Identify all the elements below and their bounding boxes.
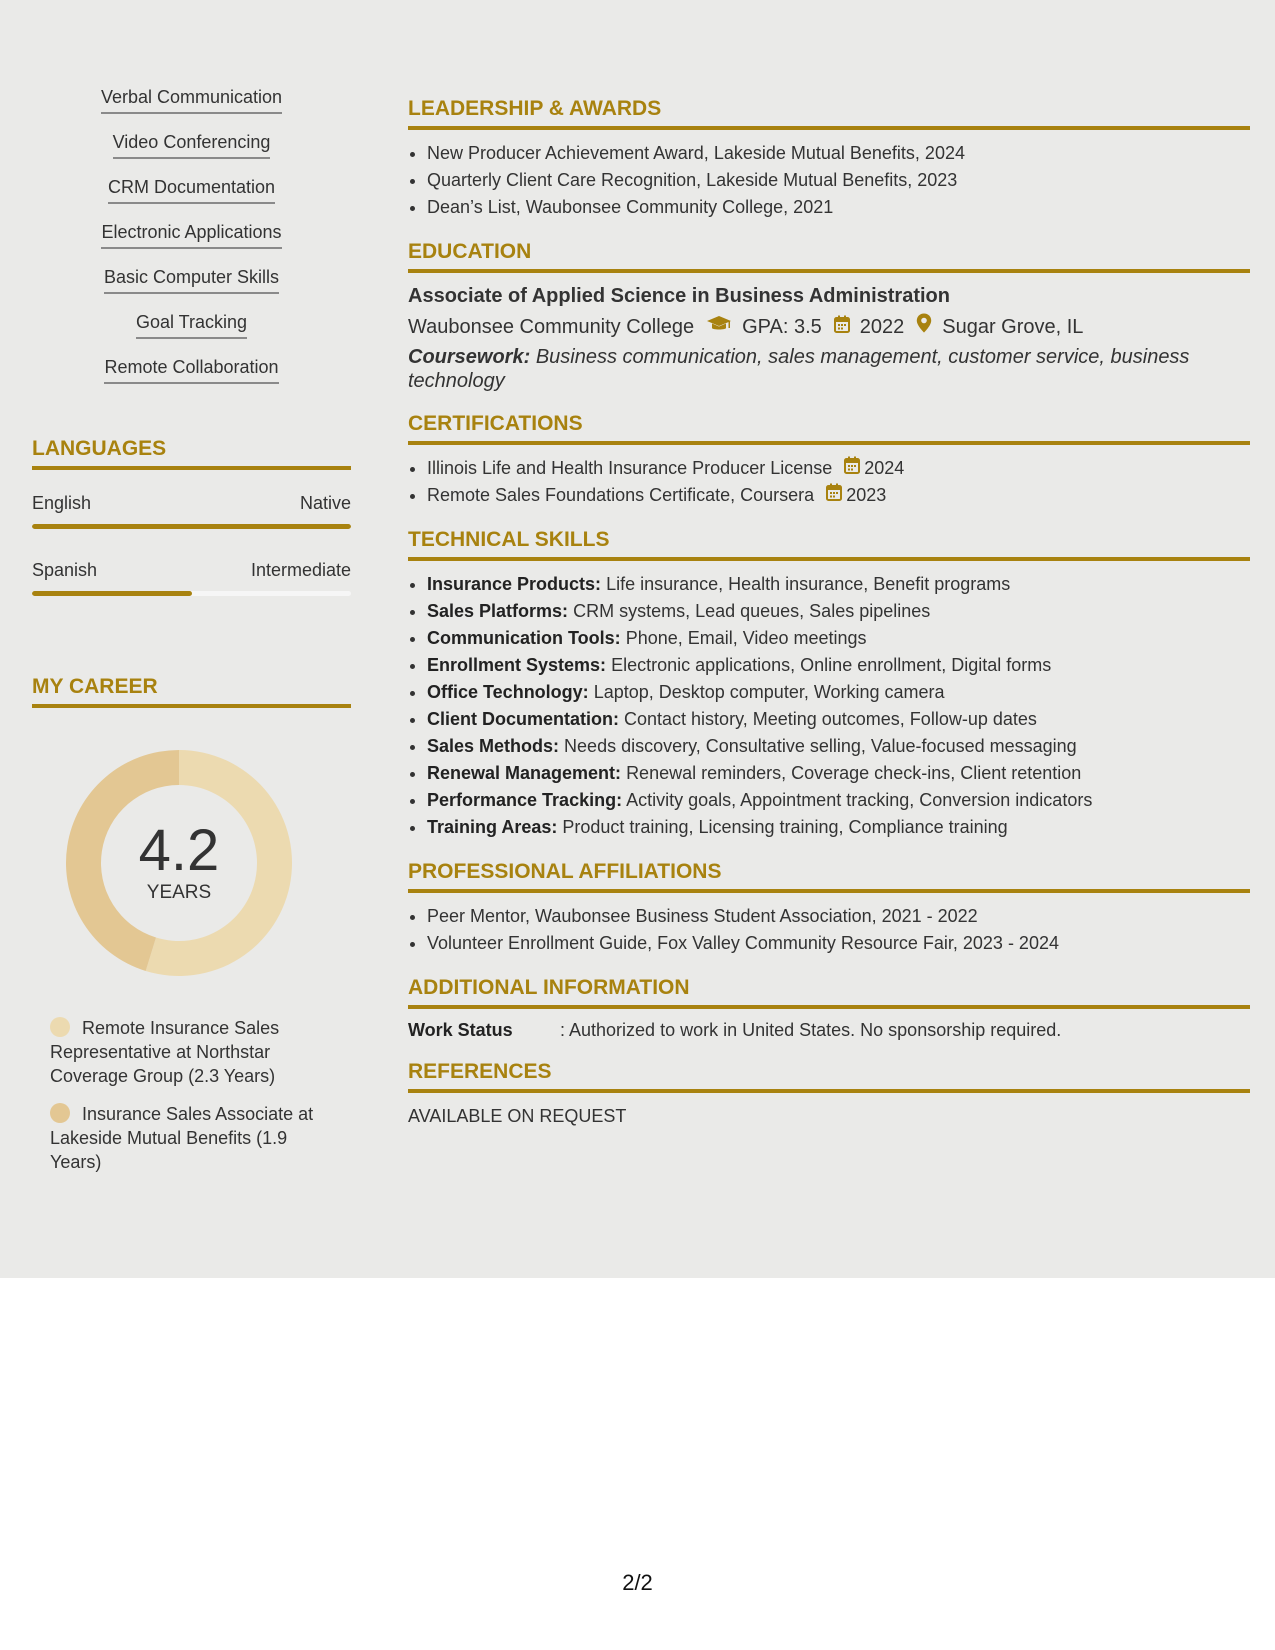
- calendar-icon: [834, 313, 850, 341]
- info-value: : Authorized to work in United States. No sponsorship required.: [560, 1020, 1062, 1040]
- career-total-label: YEARS: [146, 882, 212, 903]
- affiliations-section: [408, 859, 1250, 957]
- certification: [427, 482, 1250, 509]
- skill-tag: Basic Computer Skills: [104, 266, 279, 294]
- skill-category: Client Documentation:: [427, 709, 619, 729]
- soft-skills-list: [32, 86, 351, 401]
- skill-item: [32, 86, 351, 131]
- skill-item: [32, 131, 351, 176]
- graduation-cap-icon: [706, 313, 732, 341]
- career-total-value: 4.2: [138, 818, 220, 883]
- career-donut-chart: [66, 750, 292, 976]
- skill-values: CRM systems, Lead queues, Sales pipelines: [573, 601, 931, 621]
- career-legend-label: Remote Insurance Sales Representative at Northstar Coverage Group (2.3 Years): [50, 1018, 280, 1086]
- skill-category: Sales Methods:: [427, 736, 560, 756]
- career-title: MY CAREER: [32, 674, 351, 708]
- skill-tag: CRM Documentation: [108, 176, 275, 204]
- language-bar: [32, 524, 351, 529]
- calendar-icon: [844, 455, 860, 482]
- skill-item: [32, 221, 351, 266]
- leadership-section: [408, 96, 1250, 221]
- list-item: [427, 598, 1250, 625]
- skill-tag: Remote Collaboration: [104, 356, 278, 384]
- certification: [427, 455, 1250, 482]
- technical-skills-title: TECHNICAL SKILLS: [408, 527, 1250, 561]
- certification-year: 2024: [864, 458, 905, 478]
- leadership-list: [408, 140, 1250, 221]
- list-item: • Quarterly Client Care Recognition, Lakeside Mutual Benefits, 2023: [427, 167, 1250, 194]
- skill-values: Laptop, Desktop computer, Working camera: [593, 682, 945, 702]
- skill-values: Contact history, Meeting outcomes, Follow-up dates: [624, 709, 1037, 729]
- skill-category: Insurance Products:: [427, 574, 602, 594]
- list-item: • New Producer Achievement Award, Lakeside Mutual Benefits, 2024: [427, 140, 1250, 167]
- certifications-title: CERTIFICATIONS: [408, 411, 1250, 445]
- skill-category: Communication Tools:: [427, 628, 621, 648]
- location-pin-icon: [916, 313, 932, 341]
- school-name: Waubonsee Community College: [408, 316, 695, 338]
- skill-tag: Goal Tracking: [136, 311, 247, 339]
- additional-info-title: ADDITIONAL INFORMATION: [408, 975, 1250, 1009]
- skill-values: Electronic applications, Online enrollment, Digital forms: [611, 655, 1052, 675]
- list-item: [427, 455, 1250, 482]
- left-column: [32, 86, 351, 1188]
- leadership-title: LEADERSHIP & AWARDS: [408, 96, 1250, 130]
- skill-category: Office Technology:: [427, 682, 589, 702]
- skill-values: Phone, Email, Video meetings: [625, 628, 867, 648]
- legend-dot: [50, 1017, 70, 1037]
- right-column: [408, 96, 1250, 1145]
- list-item: [427, 625, 1250, 652]
- coursework-text: Business communication, sales management, customer service, business technology: [408, 346, 1190, 392]
- career-section: [32, 674, 351, 1174]
- list-item: [427, 760, 1250, 787]
- language-bar-fill: [32, 524, 351, 529]
- language-name: Spanish: [32, 560, 98, 580]
- skill-category: Sales Platforms:: [427, 601, 569, 621]
- technical-skills-section: [408, 527, 1250, 841]
- list-item: [427, 652, 1250, 679]
- language-row: [32, 559, 351, 581]
- affiliations-list: [408, 903, 1250, 957]
- skill-tag: Verbal Communication: [101, 86, 282, 114]
- language-name: English: [32, 493, 92, 513]
- list-item: [427, 814, 1250, 841]
- skill-tag: Video Conferencing: [113, 131, 271, 159]
- additional-info-section: [408, 975, 1250, 1041]
- education-section: [408, 239, 1250, 393]
- technical-skills-list: [408, 571, 1250, 841]
- list-item: • Peer Mentor, Waubonsee Business Student Association, 2021 - 2022: [427, 903, 1250, 930]
- certifications-section: [408, 411, 1250, 509]
- references-title: REFERENCES: [408, 1059, 1250, 1093]
- skill-item: [32, 311, 351, 356]
- skill-values: Needs discovery, Consultative selling, Value-focused messaging: [564, 736, 1077, 756]
- education-details: [408, 313, 1250, 341]
- list-item: [427, 482, 1250, 509]
- skill-tag: Electronic Applications: [101, 221, 281, 249]
- skill-values: Product training, Licensing training, Compliance training: [562, 817, 1008, 837]
- page-number: 2/2: [622, 1570, 653, 1595]
- list-item: [427, 571, 1250, 598]
- skill-values: Renewal reminders, Coverage check-ins, Client retention: [626, 763, 1082, 783]
- skill-category: Training Areas:: [427, 817, 558, 837]
- skill-item: [32, 266, 351, 311]
- degree-title: Associate of Applied Science in Business Administration: [408, 285, 950, 307]
- languages-title: LANGUAGES: [32, 436, 351, 470]
- affiliations-title: PROFESSIONAL AFFILIATIONS: [408, 859, 1250, 893]
- list-item: [427, 787, 1250, 814]
- career-legend-item: [50, 1016, 340, 1088]
- coursework-label: Coursework:: [408, 346, 531, 368]
- legend-dot: [50, 1103, 70, 1123]
- certifications-list: [408, 455, 1250, 509]
- certification-name: • Illinois Life and Health Insurance Producer License: [427, 458, 833, 478]
- certification-year: 2023: [846, 485, 887, 505]
- references-section: [408, 1059, 1250, 1127]
- skill-item: [32, 176, 351, 221]
- list-item: • Volunteer Enrollment Guide, Fox Valley Community Resource Fair, 2023 - 2024: [427, 930, 1250, 957]
- references-text: AVAILABLE ON REQUEST: [408, 1106, 627, 1126]
- language-bar: [32, 591, 351, 596]
- skill-category: Renewal Management:: [427, 763, 622, 783]
- skill-category: Performance Tracking:: [427, 790, 623, 810]
- gpa: GPA: 3.5: [742, 316, 822, 338]
- skill-item: [32, 356, 351, 401]
- career-legend-label: Insurance Sales Associate at Lakeside Mutual Benefits (1.9 Years): [50, 1104, 314, 1172]
- career-legend: [50, 1016, 340, 1174]
- list-item: [427, 679, 1250, 706]
- coursework: [408, 345, 1250, 393]
- career-legend-item: [50, 1102, 340, 1174]
- skill-values: Life insurance, Health insurance, Benefit programs: [606, 574, 1011, 594]
- language-level: Intermediate: [250, 560, 351, 580]
- donut-center: [66, 750, 292, 976]
- graduation-year: 2022: [859, 316, 905, 338]
- info-key: Work Status: [408, 1020, 513, 1040]
- skill-values: Activity goals, Appointment tracking, Conversion indicators: [626, 790, 1093, 810]
- work-status-row: [408, 1019, 1250, 1041]
- languages-section: [32, 436, 351, 596]
- language-bar-fill: [32, 591, 192, 596]
- language-row: [32, 492, 351, 514]
- school-location: Sugar Grove, IL: [942, 316, 1084, 338]
- certification-name: • Remote Sales Foundations Certificate, Coursera: [427, 485, 815, 505]
- calendar-icon: [826, 482, 842, 509]
- list-item: [427, 733, 1250, 760]
- education-title: EDUCATION: [408, 239, 1250, 273]
- list-item: [427, 706, 1250, 733]
- list-item: • Dean’s List, Waubonsee Community College, 2021: [427, 194, 1250, 221]
- language-level: Native: [299, 493, 351, 513]
- skill-category: Enrollment Systems:: [427, 655, 607, 675]
